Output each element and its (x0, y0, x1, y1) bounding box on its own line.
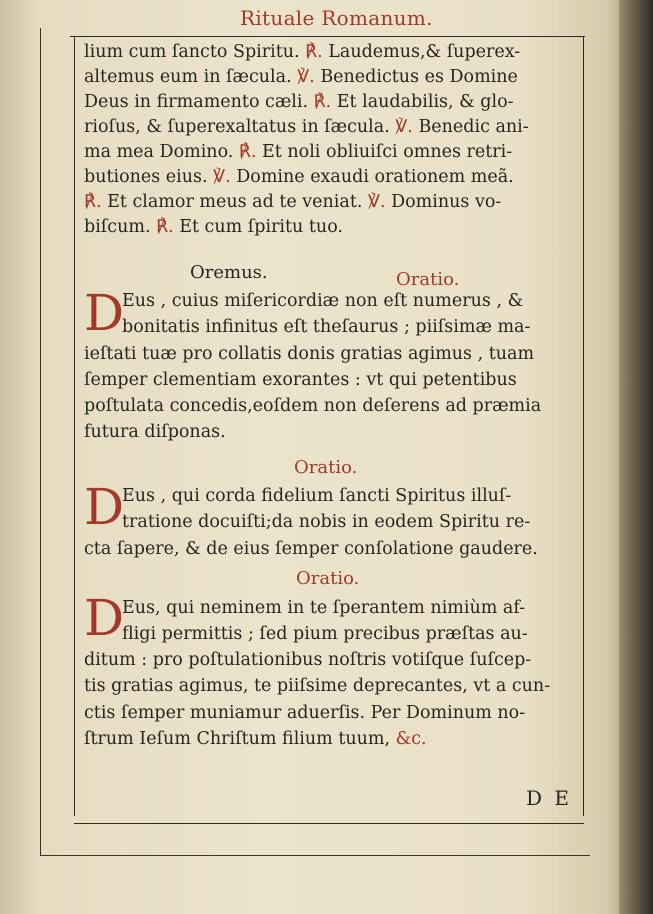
oratio-heading-2: Oratio. (294, 457, 358, 478)
versicle-mark: ℣. (213, 167, 231, 187)
text-line: tis gratias agimus, te piiſsime deprecantes, vt a cun- (84, 676, 551, 696)
text-line: ℟. Et clamor meus ad te veniat. ℣. Dominus vo- (84, 192, 502, 212)
text-line: bonitatis infinitus eſt theſaurus ; piiſsimæ ma- (122, 317, 531, 337)
text-line: Deus in firmamento cæli. ℟. Et laudabilis, & glo- (84, 92, 514, 112)
response-mark: ℟. (305, 42, 323, 62)
oratio-heading-3: Oratio. (296, 568, 360, 589)
text-line: Eus , cuius miſericordiæ non eſt numerus , & (122, 291, 524, 311)
text-line: tratione docuiſti;da nobis in eodem Spiritu re- (122, 512, 531, 532)
bottom-rule (74, 823, 584, 824)
text-line: cta ſapere, & de eius ſemper conſolatione gaudere. (84, 539, 538, 559)
oratio-heading-1: Oratio. (396, 269, 460, 290)
drop-cap-initial: D (84, 589, 125, 647)
book-gutter (619, 0, 653, 914)
text-line: ſtrum Ieſum Chriſtum filium tuum, (84, 729, 391, 749)
versicle-mark: ℣. (395, 117, 413, 137)
versicle-mark: ℣. (297, 67, 315, 87)
text-line: biſcum. ℟. Et cum ſpiritu tuo. (84, 217, 343, 237)
response-mark: ℟. (313, 92, 332, 112)
response-mark: ℟. (156, 217, 174, 237)
running-head: Rituale Romanum. (240, 6, 433, 30)
text-line: ma mea Domino. ℟. Et noli obliuiſci omnes retri- (84, 142, 513, 162)
outer-left-rule (40, 28, 41, 856)
catchword: D E (526, 786, 572, 810)
text-line: ieſtati tuæ pro collatis donis gratias agimus , tuam (84, 344, 535, 364)
response-mark: ℟. (238, 142, 257, 162)
text-line: Eus , qui corda fidelium ſancti Spiritus illuſ- (122, 486, 512, 506)
final-line (84, 727, 427, 751)
text-line: altemus eum in ſæcula. ℣. Benedictus es Domine (84, 67, 518, 87)
drop-cap-initial: D (84, 478, 125, 536)
text-line: Eus, qui neminem in te ſperantem nimiùm af- (122, 598, 526, 618)
versicle-mark: ℣. (368, 192, 386, 212)
oremus-heading: Oremus. (190, 262, 268, 283)
text-line: poſtulata concedis,eoſdem non deſerens ad præmia (84, 396, 542, 416)
etc-mark: &c. (395, 729, 427, 749)
outer-bottom-rule (40, 855, 590, 856)
text-line: rioſus, & ſuperexaltatus in ſæcula. ℣. Benedic ani- (84, 117, 529, 137)
text-line: ditum : pro poſtulationibus noſtris votiſque ſuſcep- (84, 650, 532, 670)
text-line: fligi permittis ; ſed pium precibus præſtas au- (122, 624, 528, 644)
text-line: ctis ſemper muniamur aduerſis. Per Dominum no- (84, 703, 526, 723)
text-line: lium cum ſancto Spiritu. ℟. Laudemus,& ſuperex- (84, 42, 521, 62)
text-line: futura diſponas. (84, 422, 226, 442)
text-line: butiones eius. ℣. Domine exaudi orationem meã. (84, 167, 514, 187)
text-line: ſemper clementiam exorantes : vt qui petentibus (84, 370, 517, 390)
response-mark: ℟. (84, 192, 102, 212)
drop-cap-initial: D (84, 284, 125, 342)
